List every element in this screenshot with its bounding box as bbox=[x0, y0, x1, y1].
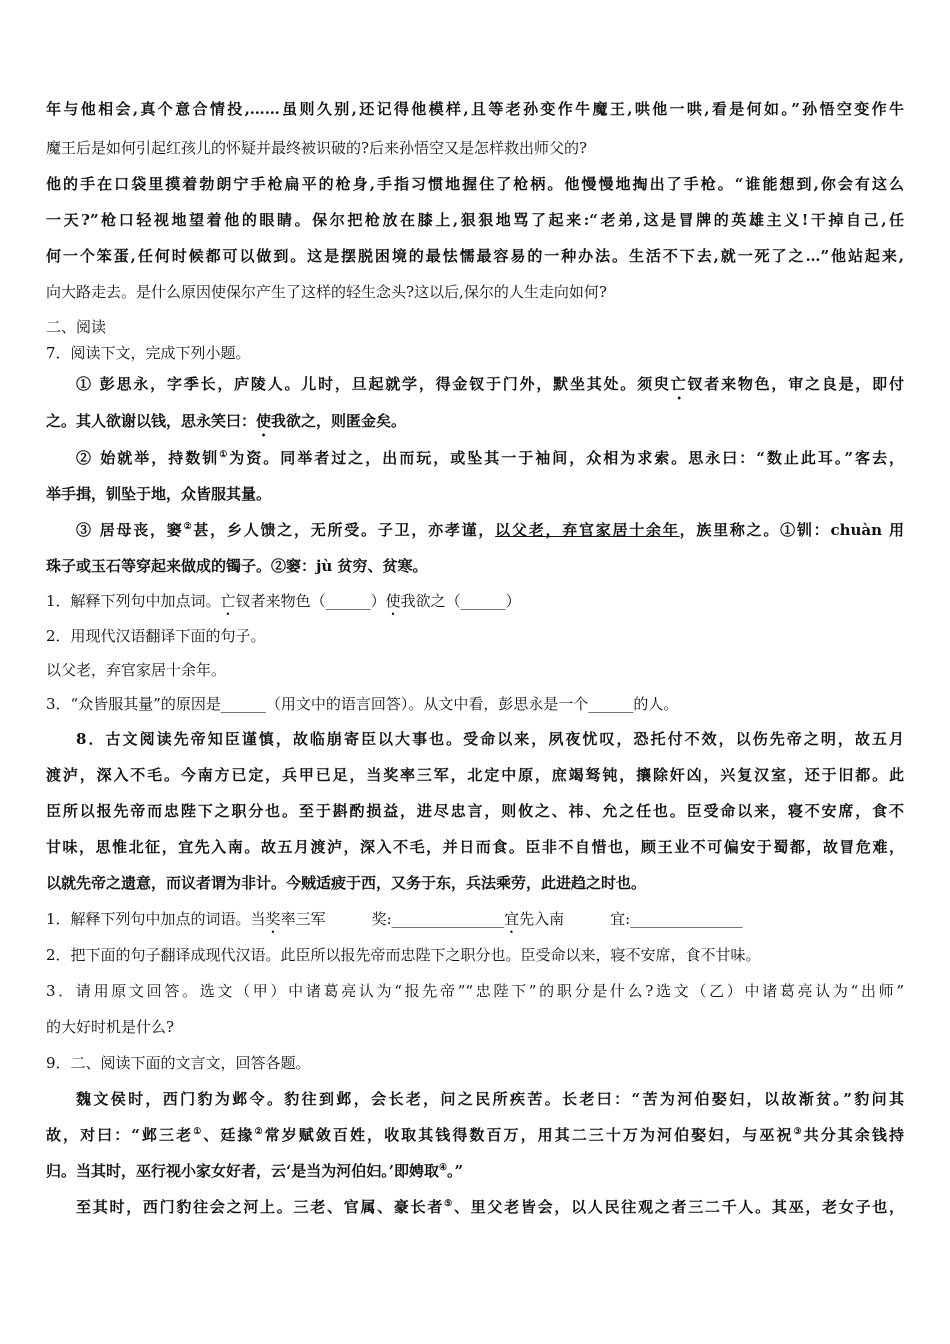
question-7 bbox=[46, 340, 904, 721]
text-line: 渡泸，深入不毛。今南方已定，兵甲已足，当奖率三军，北定中原，庶竭驽钝，攘除奸凶，兴复汉室，还于旧都。此 bbox=[46, 766, 904, 784]
sub-question-text: 以父老，弃官家居十余年。 bbox=[46, 661, 227, 679]
question-8 bbox=[46, 721, 904, 1045]
dotted-char: 奖 bbox=[265, 910, 281, 928]
underlined-sentence: 以父老，弃官家居十余年 bbox=[495, 521, 680, 539]
text-line: 归。当其时，巫行视小家女好者，云‘是当为河伯妇。’即娉取④。” bbox=[46, 1162, 464, 1180]
passage-honghaier bbox=[46, 96, 904, 166]
text-line: 魏文侯时，西门豹为邺令。豹往到邺，会长老，问之民所疾苦。长老曰：“苦为河伯娶妇，以故渐贫。”豹问其 bbox=[76, 1090, 904, 1108]
question-heading: 7．阅读下文，完成下列小题。 bbox=[46, 344, 251, 362]
text-line: 故，对曰：“邺三老①、廷掾②常岁赋敛百姓，收取其钱得数百万，用其二三十万为河伯娶妇，与巫祝③共分其余钱持 bbox=[46, 1126, 904, 1144]
question-9 bbox=[46, 1045, 904, 1225]
footnote-marker: ① bbox=[193, 1127, 204, 1137]
footnote-marker: ② bbox=[183, 522, 194, 532]
section-heading: 二、阅读 bbox=[46, 318, 107, 336]
text-line: 至其时，西门豹往会之河上。三老、官属、豪长者⑤、里父老皆会，以人民往观之者三二千人。其巫，老女子也， bbox=[76, 1198, 904, 1216]
text-line: ③ 居母丧，窭②甚，乡人馈之，无所受。子卫，亦孝谨，以父老，弃官家居十余年，族里称之。①钏：chuàn 用 bbox=[76, 521, 905, 539]
sub-question: 的大好时机是什么? bbox=[46, 1018, 175, 1036]
text-line: 向大路走去。是什么原因使保尔产生了这样的轻生念头?这以后,保尔的人生走向如何? bbox=[46, 283, 607, 301]
sub-question: 3．“众皆服其量”的原因是______（用文中的语言回答）。从文中看，彭思永是一个______的人。 bbox=[46, 695, 679, 713]
text-line: 甘味，思惟北征，宜先入南。故五月渡泸，深入不毛，并日而食。臣非不自惜也，顾王业不可偏安于蜀都，故冒危难， bbox=[46, 838, 904, 856]
answer-blank[interactable]: 奖:_______________ bbox=[371, 910, 505, 928]
text-line: 魔王后是如何引起红孩儿的怀疑并最终被识破的?后来孙悟空又是怎样救出师父的? bbox=[46, 139, 588, 157]
dotted-char: 使 bbox=[256, 412, 272, 430]
dotted-char: 亡 bbox=[220, 592, 236, 610]
text-line: 8．古文阅读先帝知臣谨慎，故临崩寄臣以大事也。受命以来，夙夜忧叹，恐托付不效，以伤先帝之明，故五月 bbox=[76, 730, 904, 748]
sub-question: 2．用现代汉语翻译下面的句子。 bbox=[46, 627, 266, 645]
text-line: 珠子或玉石等穿起来做成的镯子。②窭：jù 贫穷、贫寒。 bbox=[46, 557, 428, 575]
text-line: ② 始就举，持数钏①为资。同举者过之，出而玩，或坠其一于袖间，众相为求索。思永曰：“数止此耳。”客去， bbox=[76, 449, 904, 467]
footnote-marker: ⑤ bbox=[444, 1199, 454, 1209]
footnote-marker: ① bbox=[219, 450, 230, 460]
passage-baoer bbox=[46, 166, 904, 310]
text-line: 何一个笨蛋,任何时候都可以做到。这是摆脱困境的最怯懦最容易的一种办法。生活不下去,就一死了之…”他站起来, bbox=[46, 247, 904, 265]
answer-blank[interactable]: 宜:_______________ bbox=[610, 910, 743, 928]
sub-question: 1．解释下列句中加点的词语。当奖率三军 奖:_______________宜先入南 宜:_______________ bbox=[46, 910, 743, 928]
sub-question: 3．请用原文回答。选文（甲）中诸葛亮认为“报先帝”“忠陛下”的职分是什么?选文（乙）中诸葛亮认为“出师” bbox=[46, 982, 904, 1000]
text-line: 臣所以报先帝而忠陛下之职分也。至于斟酌损益，进尽忠言，则攸之、祎、允之任也。臣受命以来，寝不安席，食不 bbox=[46, 802, 904, 820]
sub-question: 1．解释下列句中加点词。亡钗者来物色（______）使我欲之（______） bbox=[46, 592, 521, 610]
footnote-marker: ② bbox=[254, 1127, 265, 1137]
text-line: ① 彭思永，字季长，庐陵人。儿时，旦起就学，得金钗于门外，默坐其处。须臾亡钗者来物色，审之良是，即付 bbox=[76, 375, 904, 393]
text-line: 之。其人欲谢以钱，思永笑曰：使我欲之，则匿金矣。 bbox=[46, 412, 407, 430]
dotted-char: 亡 bbox=[670, 375, 688, 393]
footnote-marker: ③ bbox=[793, 1127, 804, 1137]
text-line: 他的手在口袋里摸着勃朗宁手枪扁平的枪身,手指习惯地握住了枪柄。他慢慢地掏出了手枪。“谁能想到,你会有这么 bbox=[46, 175, 904, 193]
dotted-char: 使 bbox=[385, 592, 401, 610]
text-line: 一天?”枪口轻视地望着他的眼睛。保尔把枪放在膝上,狠狠地骂了起来:“老弟,这是冒牌的英雄主义!干掉自己,任 bbox=[46, 211, 904, 229]
sub-question: 2．把下面的句子翻译成现代汉语。此臣所以报先帝而忠陛下之职分也。臣受命以来，寝不安席，食不甘味。 bbox=[46, 946, 761, 964]
text-line: 举手揖，钏坠于地，众皆服其量。 bbox=[46, 485, 272, 503]
text-line: 以就先帝之遗意，而议者谓为非计。今贼适疲于西，又务于东，兵法乘劳，此进趋之时也。 bbox=[46, 874, 647, 892]
footnote-marker: ④ bbox=[438, 1163, 448, 1173]
text-line: 年与他相会,真个意合情投,……虽则久别,还记得他模样,且等老孙变作牛魔王,哄他一哄,看是何如。”孙悟空变作牛 bbox=[46, 100, 904, 118]
question-heading: 9．二、阅读下面的文言文，回答各题。 bbox=[46, 1054, 311, 1072]
dotted-char: 宜 bbox=[504, 910, 520, 928]
